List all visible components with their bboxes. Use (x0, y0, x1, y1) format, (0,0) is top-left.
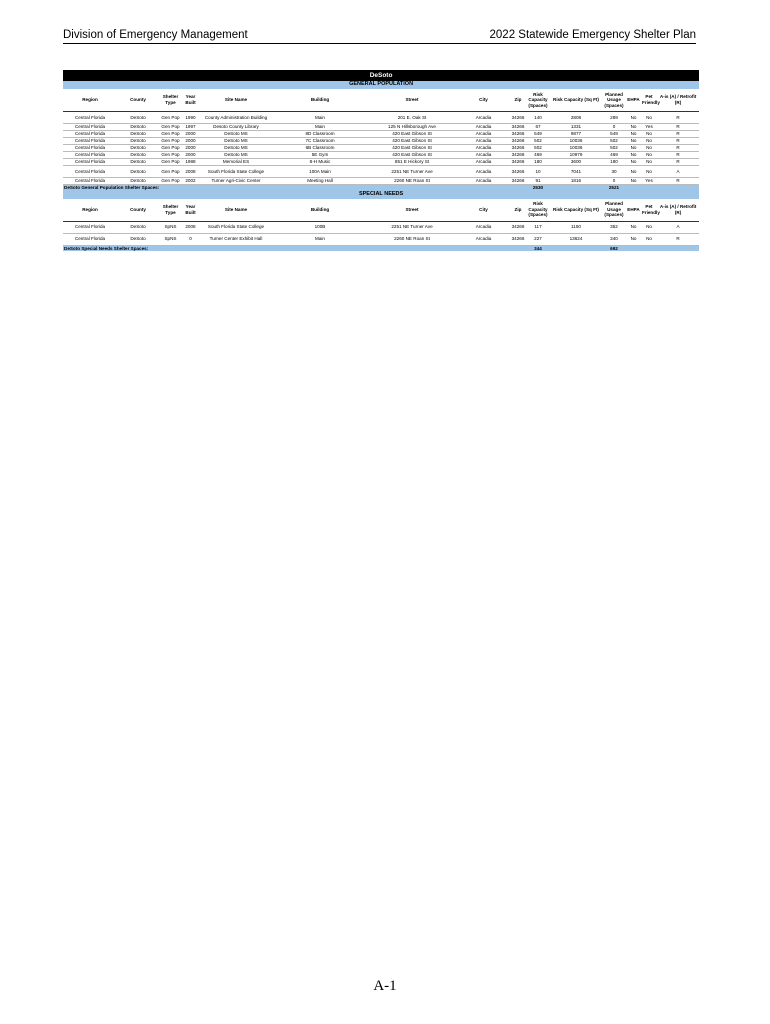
cell-risk-capacity-spaces: 180 (526, 159, 550, 166)
cell-pet-friendly: No (641, 233, 657, 245)
cell-region: Central Florida (63, 159, 117, 166)
cell-pet-friendly: Yes (641, 178, 657, 185)
cell-county: DeSoto (117, 131, 159, 138)
cell-street: 125 N Hillsborough Ave (367, 124, 457, 131)
cell-street: 2260 NE Roan St (367, 233, 457, 245)
cell-city: Arcadia (457, 152, 510, 159)
cell-planned-usage: 469 (602, 152, 626, 159)
total-risk-capacity: 344 (526, 245, 550, 251)
cell-county: DeSoto (117, 152, 159, 159)
cell-ehpa: No (626, 131, 641, 138)
cell-risk-capacity-spaces: 91 (526, 178, 550, 185)
cell-building: 7C Classroom (273, 138, 367, 145)
cell-region: Central Florida (63, 166, 117, 178)
cell-shelter-type: Gen Pop (159, 138, 182, 145)
cell-site-name: DeSoto MS (199, 138, 273, 145)
cell-planned-usage: 180 (602, 159, 626, 166)
cell-city: Arcadia (457, 131, 510, 138)
cell-shelter-type: SpNS (159, 233, 182, 245)
column-header-year-built: Year Built (182, 199, 199, 222)
column-header-risk-capacity-spaces: Risk Capacity (Spaces) (526, 199, 550, 222)
cell-ehpa: No (626, 138, 641, 145)
cell-shelter-type: Gen Pop (159, 166, 182, 178)
cell-risk-capacity-sqft: 7041 (550, 166, 602, 178)
cell-site-name: South Florida State College (199, 221, 273, 233)
column-header-pet-friendly: Pet Friendly (641, 89, 657, 112)
cell-ehpa: No (626, 124, 641, 131)
total-label: DeSoto General Population Shelter Spaces: (63, 185, 526, 191)
cell-street: 420 East Gibson St (367, 145, 457, 152)
column-header-ehpa: EHPA (626, 89, 641, 112)
cell-region: Central Florida (63, 124, 117, 131)
cell-site-name: Turner Center Exhibit Hall (199, 233, 273, 245)
cell-county: DeSoto (117, 166, 159, 178)
cell-region: Central Florida (63, 233, 117, 245)
cell-retrofit: R (657, 112, 699, 124)
column-header-planned-usage: Planned Usage (Spaces) (602, 199, 626, 222)
section-title: GENERAL POPULATION (63, 81, 699, 89)
cell-city: Arcadia (457, 145, 510, 152)
column-header-region: Region (63, 89, 117, 112)
cell-planned-usage: 289 (602, 112, 626, 124)
cell-planned-usage: 0 (602, 124, 626, 131)
cell-year-built: 2000 (182, 145, 199, 152)
cell-year-built: 0 (182, 233, 199, 245)
cell-ehpa: No (626, 159, 641, 166)
cell-risk-capacity-sqft: 10979 (550, 152, 602, 159)
table-row (63, 152, 699, 159)
cell-planned-usage: 502 (602, 145, 626, 152)
cell-retrofit: A (657, 221, 699, 233)
cell-building: 8D Classroom (273, 131, 367, 138)
cell-ehpa: No (626, 233, 641, 245)
cell-ehpa: No (626, 178, 641, 185)
column-header-retrofit: A-is (A) / Retrofit (R) (657, 199, 699, 222)
shelter-table-body (63, 70, 699, 251)
cell-region: Central Florida (63, 178, 117, 185)
column-header-risk-capacity-spaces: Risk Capacity (Spaces) (526, 89, 550, 112)
cell-pet-friendly: No (641, 166, 657, 178)
table-row (63, 112, 699, 124)
cell-zip: 34266 (511, 145, 525, 151)
column-header-ehpa: EHPA (626, 199, 641, 222)
shelter-table (63, 70, 699, 251)
cell-retrofit: R (657, 138, 699, 145)
column-header-street: Street (367, 199, 457, 222)
table-row (63, 131, 699, 138)
cell-ehpa: No (626, 166, 641, 178)
cell-street: 420 East Gibson St (367, 131, 457, 138)
table-row (63, 166, 699, 178)
cell-site-name: DeSoto MS (199, 145, 273, 152)
cell-zip: 34266 (511, 152, 525, 158)
column-header-county: County (117, 199, 159, 222)
cell-city: Arcadia (457, 112, 510, 124)
cell-shelter-type: Gen Pop (159, 145, 182, 152)
cell-building: Meeting Hall (273, 178, 367, 185)
cell-year-built: 2000 (182, 138, 199, 145)
cell-retrofit: R (657, 124, 699, 131)
cell-risk-capacity-sqft: 13624 (550, 233, 602, 245)
cell-planned-usage: 0 (602, 178, 626, 185)
cell-risk-capacity-spaces: 10 (526, 166, 550, 178)
cell-risk-capacity-spaces: 67 (526, 124, 550, 131)
cell-pet-friendly: No (641, 138, 657, 145)
cell-planned-usage: 340 (602, 233, 626, 245)
cell-retrofit: R (657, 152, 699, 159)
total-planned-usage: 2521 (602, 185, 626, 191)
table-row (63, 124, 699, 131)
cell-year-built: 1990 (182, 112, 199, 124)
cell-site-name: County Administration Building (199, 112, 273, 124)
cell-building: Main (273, 112, 367, 124)
cell-planned-usage: 352 (602, 221, 626, 233)
column-header-year-built: Year Built (182, 89, 199, 112)
cell-planned-usage: 30 (602, 166, 626, 178)
column-header-street: Street (367, 89, 457, 112)
cell-city: Arcadia (457, 221, 510, 233)
cell-site-name: Turner Agri-Civic Center (199, 178, 273, 185)
column-header-risk-capacity-sqft: Risk Capacity (Sq Ft) (550, 199, 602, 222)
cell-region: Central Florida (63, 152, 117, 159)
cell-county: DeSoto (117, 221, 159, 233)
cell-retrofit: R (657, 159, 699, 166)
total-spacer (550, 245, 602, 251)
section-title-row (63, 191, 699, 199)
cell-retrofit: R (657, 233, 699, 245)
cell-shelter-type: Gen Pop (159, 152, 182, 159)
cell-site-name: Memorial ES (199, 159, 273, 166)
cell-zip: 34266 (511, 159, 525, 165)
column-header-pet-friendly: Pet Friendly (641, 199, 657, 222)
cell-city: Arcadia (457, 159, 510, 166)
cell-city: Arcadia (457, 138, 510, 145)
cell-ehpa: No (626, 112, 641, 124)
total-spacer (626, 245, 699, 251)
total-risk-capacity: 2530 (526, 185, 550, 191)
cell-pet-friendly: No (641, 112, 657, 124)
cell-planned-usage: 549 (602, 131, 626, 138)
section-title: SPECIAL NEEDS (63, 191, 699, 199)
column-header-city: City (457, 199, 510, 222)
page-header (63, 29, 696, 44)
cell-pet-friendly: No (641, 131, 657, 138)
column-header-retrofit: A-is (A) / Retrofit (R) (657, 89, 699, 112)
cell-site-name: South Florida State College (199, 166, 273, 178)
column-header-county: County (117, 89, 159, 112)
cell-pet-friendly: Yes (641, 124, 657, 131)
cell-risk-capacity-sqft: 2808 (550, 112, 602, 124)
cell-shelter-type: Gen Pop (159, 159, 182, 166)
county-title-row (63, 70, 699, 81)
column-header-site-name: Site Name (199, 89, 273, 112)
cell-risk-capacity-spaces: 502 (526, 145, 550, 152)
total-planned-usage: 692 (602, 245, 626, 251)
cell-planned-usage: 502 (602, 138, 626, 145)
total-label: DeSoto Special Needs Shelter Spaces: (63, 245, 526, 251)
cell-year-built: 1988 (182, 159, 199, 166)
cell-street: 420 East Gibson St (367, 138, 457, 145)
column-header-region: Region (63, 199, 117, 222)
cell-shelter-type: Gen Pop (159, 131, 182, 138)
cell-retrofit: R (657, 145, 699, 152)
cell-region: Central Florida (63, 138, 117, 145)
county-title: DeSoto (63, 70, 699, 81)
page-number: A-1 (373, 978, 397, 994)
cell-street: 2260 NE Roan St (367, 178, 457, 185)
table-row (63, 159, 699, 166)
table-row (63, 138, 699, 145)
cell-city: Arcadia (457, 166, 510, 178)
cell-risk-capacity-spaces: 549 (526, 131, 550, 138)
cell-year-built: 2002 (182, 178, 199, 185)
cell-city: Arcadia (457, 233, 510, 245)
table-row (63, 233, 699, 245)
cell-year-built: 2000 (182, 131, 199, 138)
cell-risk-capacity-spaces: 227 (526, 233, 550, 245)
cell-building: 8-H Music (273, 159, 367, 166)
cell-region: Central Florida (63, 145, 117, 152)
cell-risk-capacity-spaces: 502 (526, 138, 550, 145)
column-header-city: City (457, 89, 510, 112)
cell-street: 2251 NE Turner Ave (367, 166, 457, 178)
cell-pet-friendly: No (641, 145, 657, 152)
cell-city: Arcadia (457, 178, 510, 185)
cell-risk-capacity-sqft: 10036 (550, 138, 602, 145)
cell-risk-capacity-spaces: 469 (526, 152, 550, 159)
cell-pet-friendly: No (641, 152, 657, 159)
cell-year-built: 2008 (182, 221, 199, 233)
cell-zip: 34266 (510, 233, 526, 245)
column-header-building: Building (273, 89, 367, 112)
cell-zip: 34266 (510, 112, 526, 124)
table-row (63, 221, 699, 233)
header-division-title: Division of Emergency Management (63, 29, 248, 41)
cell-risk-capacity-sqft: 3600 (550, 159, 602, 166)
column-header-building: Building (273, 199, 367, 222)
column-header-shelter-type: Shelter Type (159, 89, 182, 112)
cell-retrofit: R (657, 178, 699, 185)
cell-county: DeSoto (117, 124, 159, 131)
cell-site-name: DeSoto MS (199, 152, 273, 159)
cell-city: Arcadia (457, 124, 510, 131)
cell-building: 100B (273, 221, 367, 233)
cell-ehpa: No (626, 221, 641, 233)
cell-zip: 34266 (511, 131, 525, 137)
cell-risk-capacity-sqft: 1150 (550, 221, 602, 233)
column-header-risk-capacity-sqft: Risk Capacity (Sq Ft) (550, 89, 602, 112)
cell-zip: 34266 (511, 124, 525, 130)
cell-street: 420 East Gibson St (367, 152, 457, 159)
cell-year-built: 1997 (182, 124, 199, 131)
cell-year-built: 2008 (182, 166, 199, 178)
cell-risk-capacity-sqft: 9877 (550, 131, 602, 138)
cell-building: 6B Classroom (273, 145, 367, 152)
cell-pet-friendly: No (641, 221, 657, 233)
column-header-zip: Zip (510, 199, 526, 222)
cell-region: Central Florida (63, 221, 117, 233)
cell-county: DeSoto (117, 145, 159, 152)
cell-shelter-type: SpNS (159, 221, 182, 233)
cell-zip: 34266 (511, 138, 525, 144)
cell-risk-capacity-sqft: 1331 (550, 124, 602, 131)
cell-shelter-type: Gen Pop (159, 124, 182, 131)
cell-zip: 34266 (510, 166, 526, 178)
cell-region: Central Florida (63, 112, 117, 124)
column-header-zip: Zip (510, 89, 526, 112)
column-header-site-name: Site Name (199, 199, 273, 222)
total-row (63, 245, 699, 251)
column-header-shelter-type: Shelter Type (159, 199, 182, 222)
cell-building: 100A Main (273, 166, 367, 178)
cell-risk-capacity-spaces: 140 (526, 112, 550, 124)
cell-street: 201 E. Oak St (367, 112, 457, 124)
cell-building: 5E Gym (273, 152, 367, 159)
cell-ehpa: No (626, 152, 641, 159)
column-header-row (63, 199, 699, 222)
cell-risk-capacity-spaces: 117 (526, 221, 550, 233)
cell-year-built: 2000 (182, 152, 199, 159)
cell-county: DeSoto (117, 178, 159, 185)
cell-ehpa: No (626, 145, 641, 152)
column-header-planned-usage: Planned Usage (Spaces) (602, 89, 626, 112)
header-plan-title: 2022 Statewide Emergency Shelter Plan (489, 29, 696, 41)
cell-retrofit: R (657, 131, 699, 138)
cell-county: DeSoto (117, 112, 159, 124)
cell-county: DeSoto (117, 159, 159, 166)
cell-risk-capacity-sqft: 10036 (550, 145, 602, 152)
cell-site-name: Desoto County Library (199, 124, 273, 131)
cell-building: Main (273, 124, 367, 131)
cell-zip: 34266 (510, 221, 526, 233)
table-row (63, 145, 699, 152)
table-row (63, 178, 699, 185)
cell-shelter-type: Gen Pop (159, 178, 182, 185)
cell-county: DeSoto (117, 138, 159, 145)
cell-shelter-type: Gen Pop (159, 112, 182, 124)
cell-street: 851 E Hickory St (367, 159, 457, 166)
cell-retrofit: A (657, 166, 699, 178)
cell-region: Central Florida (63, 131, 117, 138)
cell-pet-friendly: No (641, 159, 657, 166)
cell-risk-capacity-sqft: 1816 (550, 178, 602, 185)
cell-zip: 34266 (511, 178, 525, 184)
section-title-row (63, 81, 699, 89)
column-header-row (63, 89, 699, 112)
cell-street: 2251 NE Turner Ave (367, 221, 457, 233)
cell-county: DeSoto (117, 233, 159, 245)
cell-site-name: DeSoto MS (199, 131, 273, 138)
cell-building: Main (273, 233, 367, 245)
